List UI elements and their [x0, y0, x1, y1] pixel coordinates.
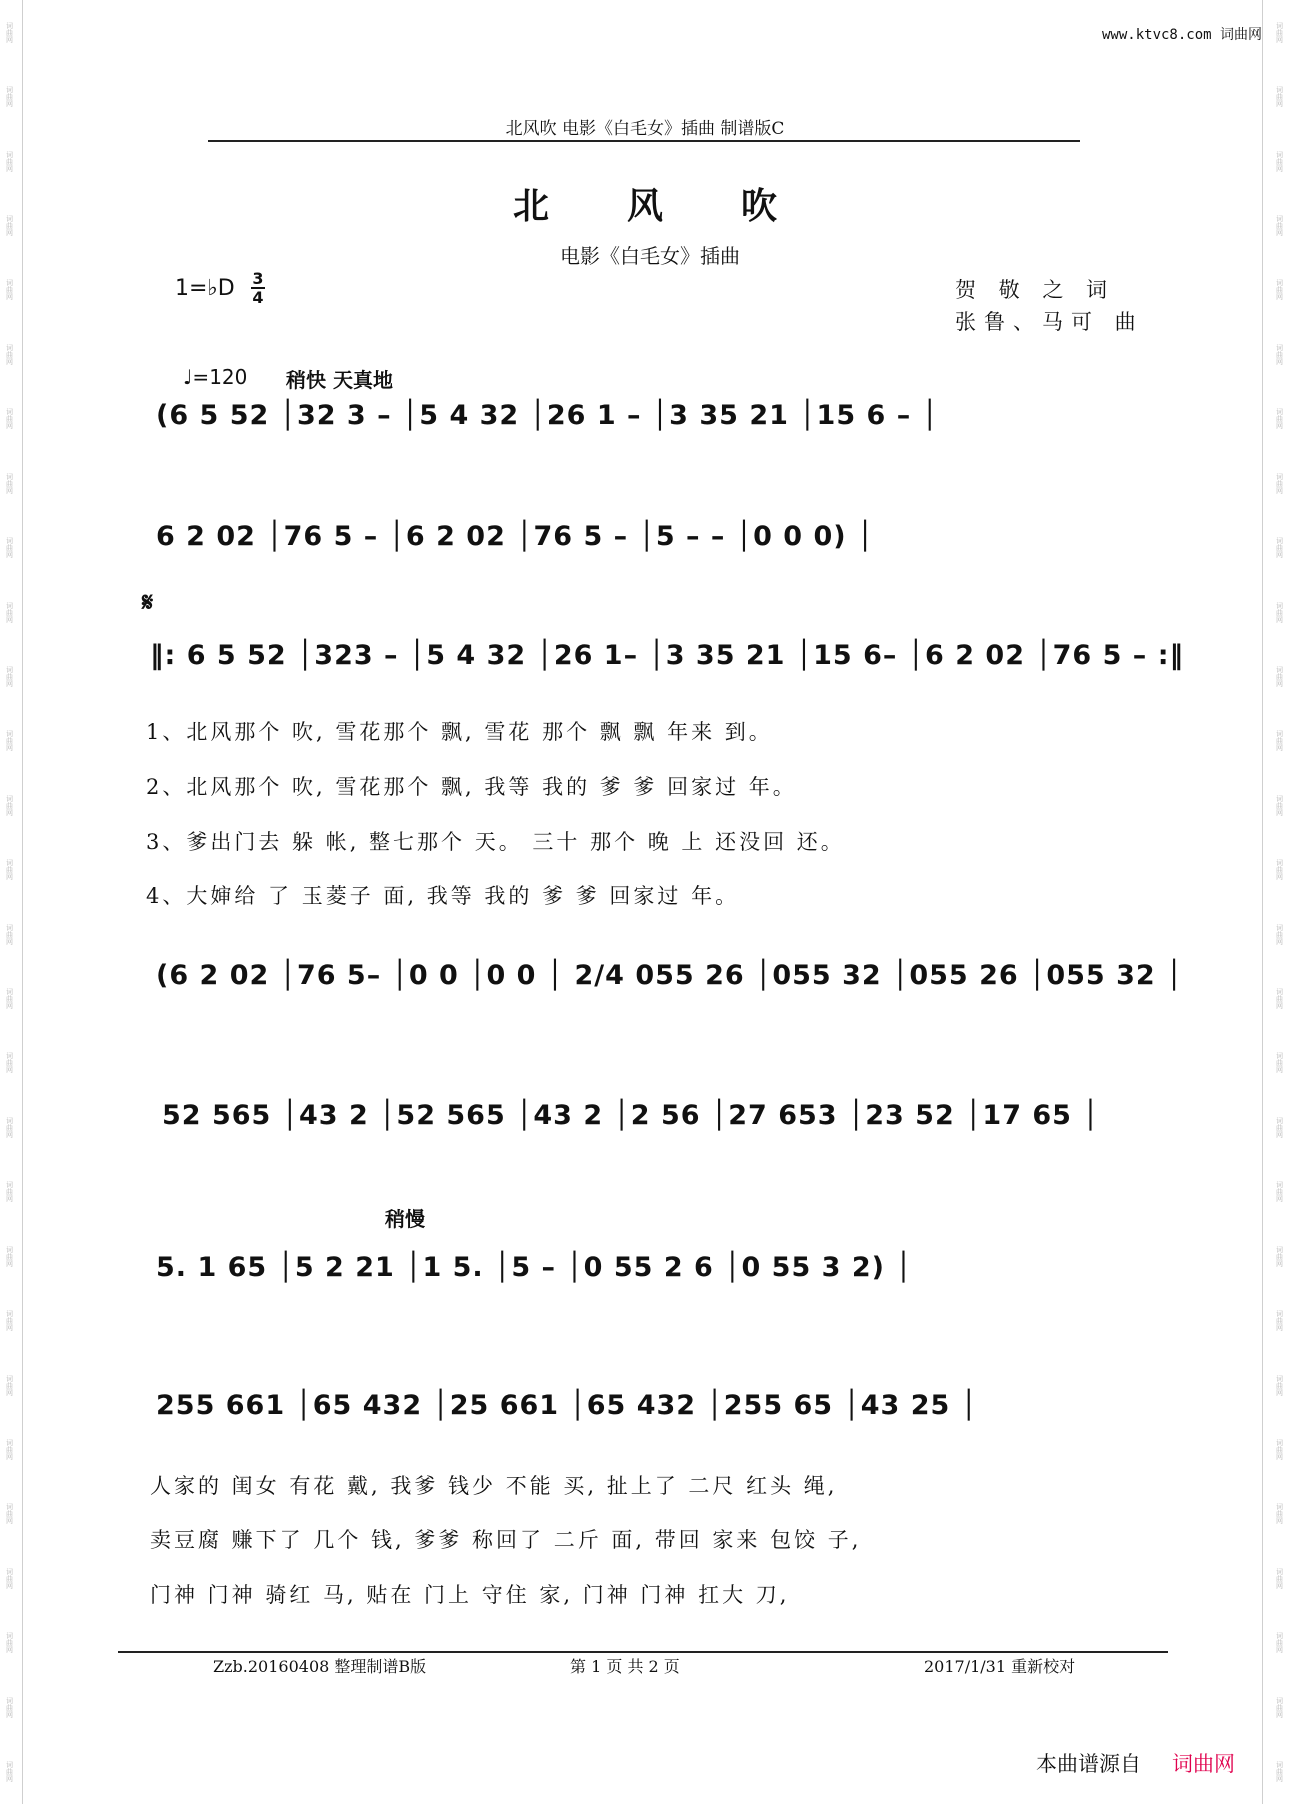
tempo-marking: ♩=120: [183, 365, 248, 389]
lyric-verse-5: 人家的 闺女 有花 戴, 我爹 钱少 不能 买, 扯上了 二尺 红头 绳,: [150, 1474, 838, 1498]
expression-marking: 稍快 天真地: [286, 368, 393, 392]
watermark-text: 词曲网: [5, 1632, 14, 1654]
segno-sign: 𝄋: [142, 588, 154, 618]
watermark-text: 词曲网: [5, 1503, 14, 1525]
watermark-text: 词曲网: [5, 21, 14, 43]
watermark-text: 词曲网: [1275, 472, 1284, 494]
page-header: 北风吹 电影《白毛女》插曲 制谱版C: [505, 119, 785, 139]
source-label: 本曲谱源自: [1036, 1752, 1141, 1776]
time-signature-top: 3: [252, 269, 264, 288]
lyric-verse-1: 1、北风那个 吹, 雪花那个 飘, 雪花 那个 飘 飘 年来 到。: [146, 720, 773, 744]
watermark-text: 词曲网: [5, 794, 14, 816]
watermark-text: 词曲网: [1275, 1116, 1284, 1138]
watermark-text: 词曲网: [1275, 859, 1284, 881]
watermark-text: 词曲网: [1275, 214, 1284, 236]
watermark-text: 词曲网: [1275, 1632, 1284, 1654]
score-line-3: ‖: 6 5 52 │323 – │5 4 32 │26 1– │3 35 21 │15 6– │6 2 02 │76 5 – :‖: [150, 640, 1184, 671]
watermark-text: 词曲网: [5, 214, 14, 236]
lyricist-credit: 贺 敬 之 词: [955, 278, 1116, 302]
watermark-text: 词曲网: [5, 279, 14, 301]
key-signature: 1=♭D: [175, 276, 235, 301]
watermark-text: 词曲网: [5, 1761, 14, 1783]
lyric-verse-2: 2、北风那个 吹, 雪花那个 飘, 我等 我的 爹 爹 回家过 年。: [146, 775, 797, 799]
watermark-text: 词曲网: [1275, 408, 1284, 430]
site-watermark: www.ktvc8.com 词曲网: [1102, 27, 1263, 43]
watermark-text: 词曲网: [5, 408, 14, 430]
watermark-text: 词曲网: [5, 1310, 14, 1332]
watermark-text: 词曲网: [5, 537, 14, 559]
watermark-text: 词曲网: [1275, 1567, 1284, 1589]
time-signature: [251, 270, 265, 306]
watermark-text: 词曲网: [5, 665, 14, 687]
watermark-text: 词曲网: [5, 1374, 14, 1396]
watermark-text: 词曲网: [5, 1245, 14, 1267]
watermark-text: 词曲网: [1275, 279, 1284, 301]
footer-rule: [118, 1651, 1168, 1653]
watermark-text: 词曲网: [1275, 1310, 1284, 1332]
watermark-text: 词曲网: [1275, 1503, 1284, 1525]
lyric-verse-4: 4、大婶给 了 玉菱子 面, 我等 我的 爹 爹 回家过 年。: [146, 884, 740, 908]
watermark-text: 词曲网: [1275, 21, 1284, 43]
watermark-text: 词曲网: [5, 150, 14, 172]
watermark-text: 词曲网: [5, 1181, 14, 1203]
song-subtitle: 电影《白毛女》插曲: [560, 244, 740, 268]
footer-right: 2017/1/31 重新校对: [924, 1657, 1076, 1676]
watermark-text: 词曲网: [5, 86, 14, 108]
watermark-text: 词曲网: [5, 601, 14, 623]
slower-marking: 稍慢: [385, 1207, 425, 1231]
watermark-text: 词曲网: [1275, 86, 1284, 108]
watermark-text: 词曲网: [1275, 794, 1284, 816]
watermark-text: 词曲网: [1275, 150, 1284, 172]
footer-page-number: 第 1 页 共 2 页: [570, 1657, 680, 1676]
watermark-text: 词曲网: [5, 730, 14, 752]
header-rule: [208, 140, 1080, 142]
time-signature-bottom: 4: [252, 288, 264, 307]
score-line-4: (6 2 02 │76 5– │0 0 │0 0 │ 2/4 055 26 │055 32 │055 26 │055 32 │: [156, 960, 1184, 991]
watermark-text: 词曲网: [5, 343, 14, 365]
score-line-2: 6 2 02 │76 5 – │6 2 02 │76 5 – │5 – – │0 0 0) │: [156, 521, 875, 552]
score-line-7: 255 661 │65 432 │25 661 │65 432 │255 65 │43 25 │: [156, 1390, 978, 1421]
watermark-text: 词曲网: [5, 472, 14, 494]
watermark-text: 词曲网: [5, 1052, 14, 1074]
score-line-1: (6 5 52 │32 3 – │5 4 32 │26 1 – │3 35 21 │15 6 – │: [156, 400, 939, 431]
watermark-text: 词曲网: [1275, 1181, 1284, 1203]
watermark-text: 词曲网: [1275, 1696, 1284, 1718]
watermark-text: 词曲网: [1275, 1761, 1284, 1783]
watermark-text: 词曲网: [1275, 1438, 1284, 1460]
lyric-verse-7: 门神 门神 骑红 马, 贴在 门上 守住 家, 门神 门神 扛大 刀,: [150, 1583, 790, 1607]
footer-left: Zzb.20160408 整理制谱B版: [213, 1657, 427, 1676]
score-line-6: 5. 1 65 │5 2 21 │1 5. │5 – │0 55 2 6 │0 55 3 2) │: [156, 1252, 913, 1283]
watermark-text: 词曲网: [1275, 923, 1284, 945]
watermark-text: 词曲网: [1275, 343, 1284, 365]
left-watermark-strip: [2, 0, 16, 1804]
source-site-link[interactable]: 词曲网: [1172, 1752, 1235, 1776]
left-margin-line: [22, 0, 23, 1804]
watermark-text: 词曲网: [5, 988, 14, 1010]
score-line-5: 52 565 │43 2 │52 565 │43 2 │2 56 │27 653 │23 52 │17 65 │: [162, 1100, 1100, 1131]
watermark-text: 词曲网: [1275, 537, 1284, 559]
watermark-text: 词曲网: [1275, 1374, 1284, 1396]
watermark-text: 词曲网: [1275, 1245, 1284, 1267]
right-watermark-strip: [1272, 0, 1286, 1804]
watermark-text: 词曲网: [5, 923, 14, 945]
watermark-text: 词曲网: [1275, 730, 1284, 752]
lyric-verse-6: 卖豆腐 赚下了 几个 钱, 爹爹 称回了 二斤 面, 带回 家来 包饺 子,: [150, 1528, 862, 1552]
song-title: 北风吹: [512, 185, 855, 227]
watermark-text: 词曲网: [5, 1696, 14, 1718]
watermark-text: 词曲网: [5, 1567, 14, 1589]
watermark-text: 词曲网: [5, 859, 14, 881]
lyric-verse-3: 3、爹出门去 躲 帐, 整七那个 天。 三十 那个 晚 上 还没回 还。: [146, 830, 845, 854]
watermark-text: 词曲网: [1275, 601, 1284, 623]
watermark-text: 词曲网: [1275, 665, 1284, 687]
watermark-text: 词曲网: [5, 1438, 14, 1460]
watermark-text: 词曲网: [5, 1116, 14, 1138]
composer-credit: 张鲁、马可 曲: [955, 310, 1144, 334]
watermark-text: 词曲网: [1275, 1052, 1284, 1074]
watermark-text: 词曲网: [1275, 988, 1284, 1010]
right-margin-line: [1262, 0, 1263, 1804]
